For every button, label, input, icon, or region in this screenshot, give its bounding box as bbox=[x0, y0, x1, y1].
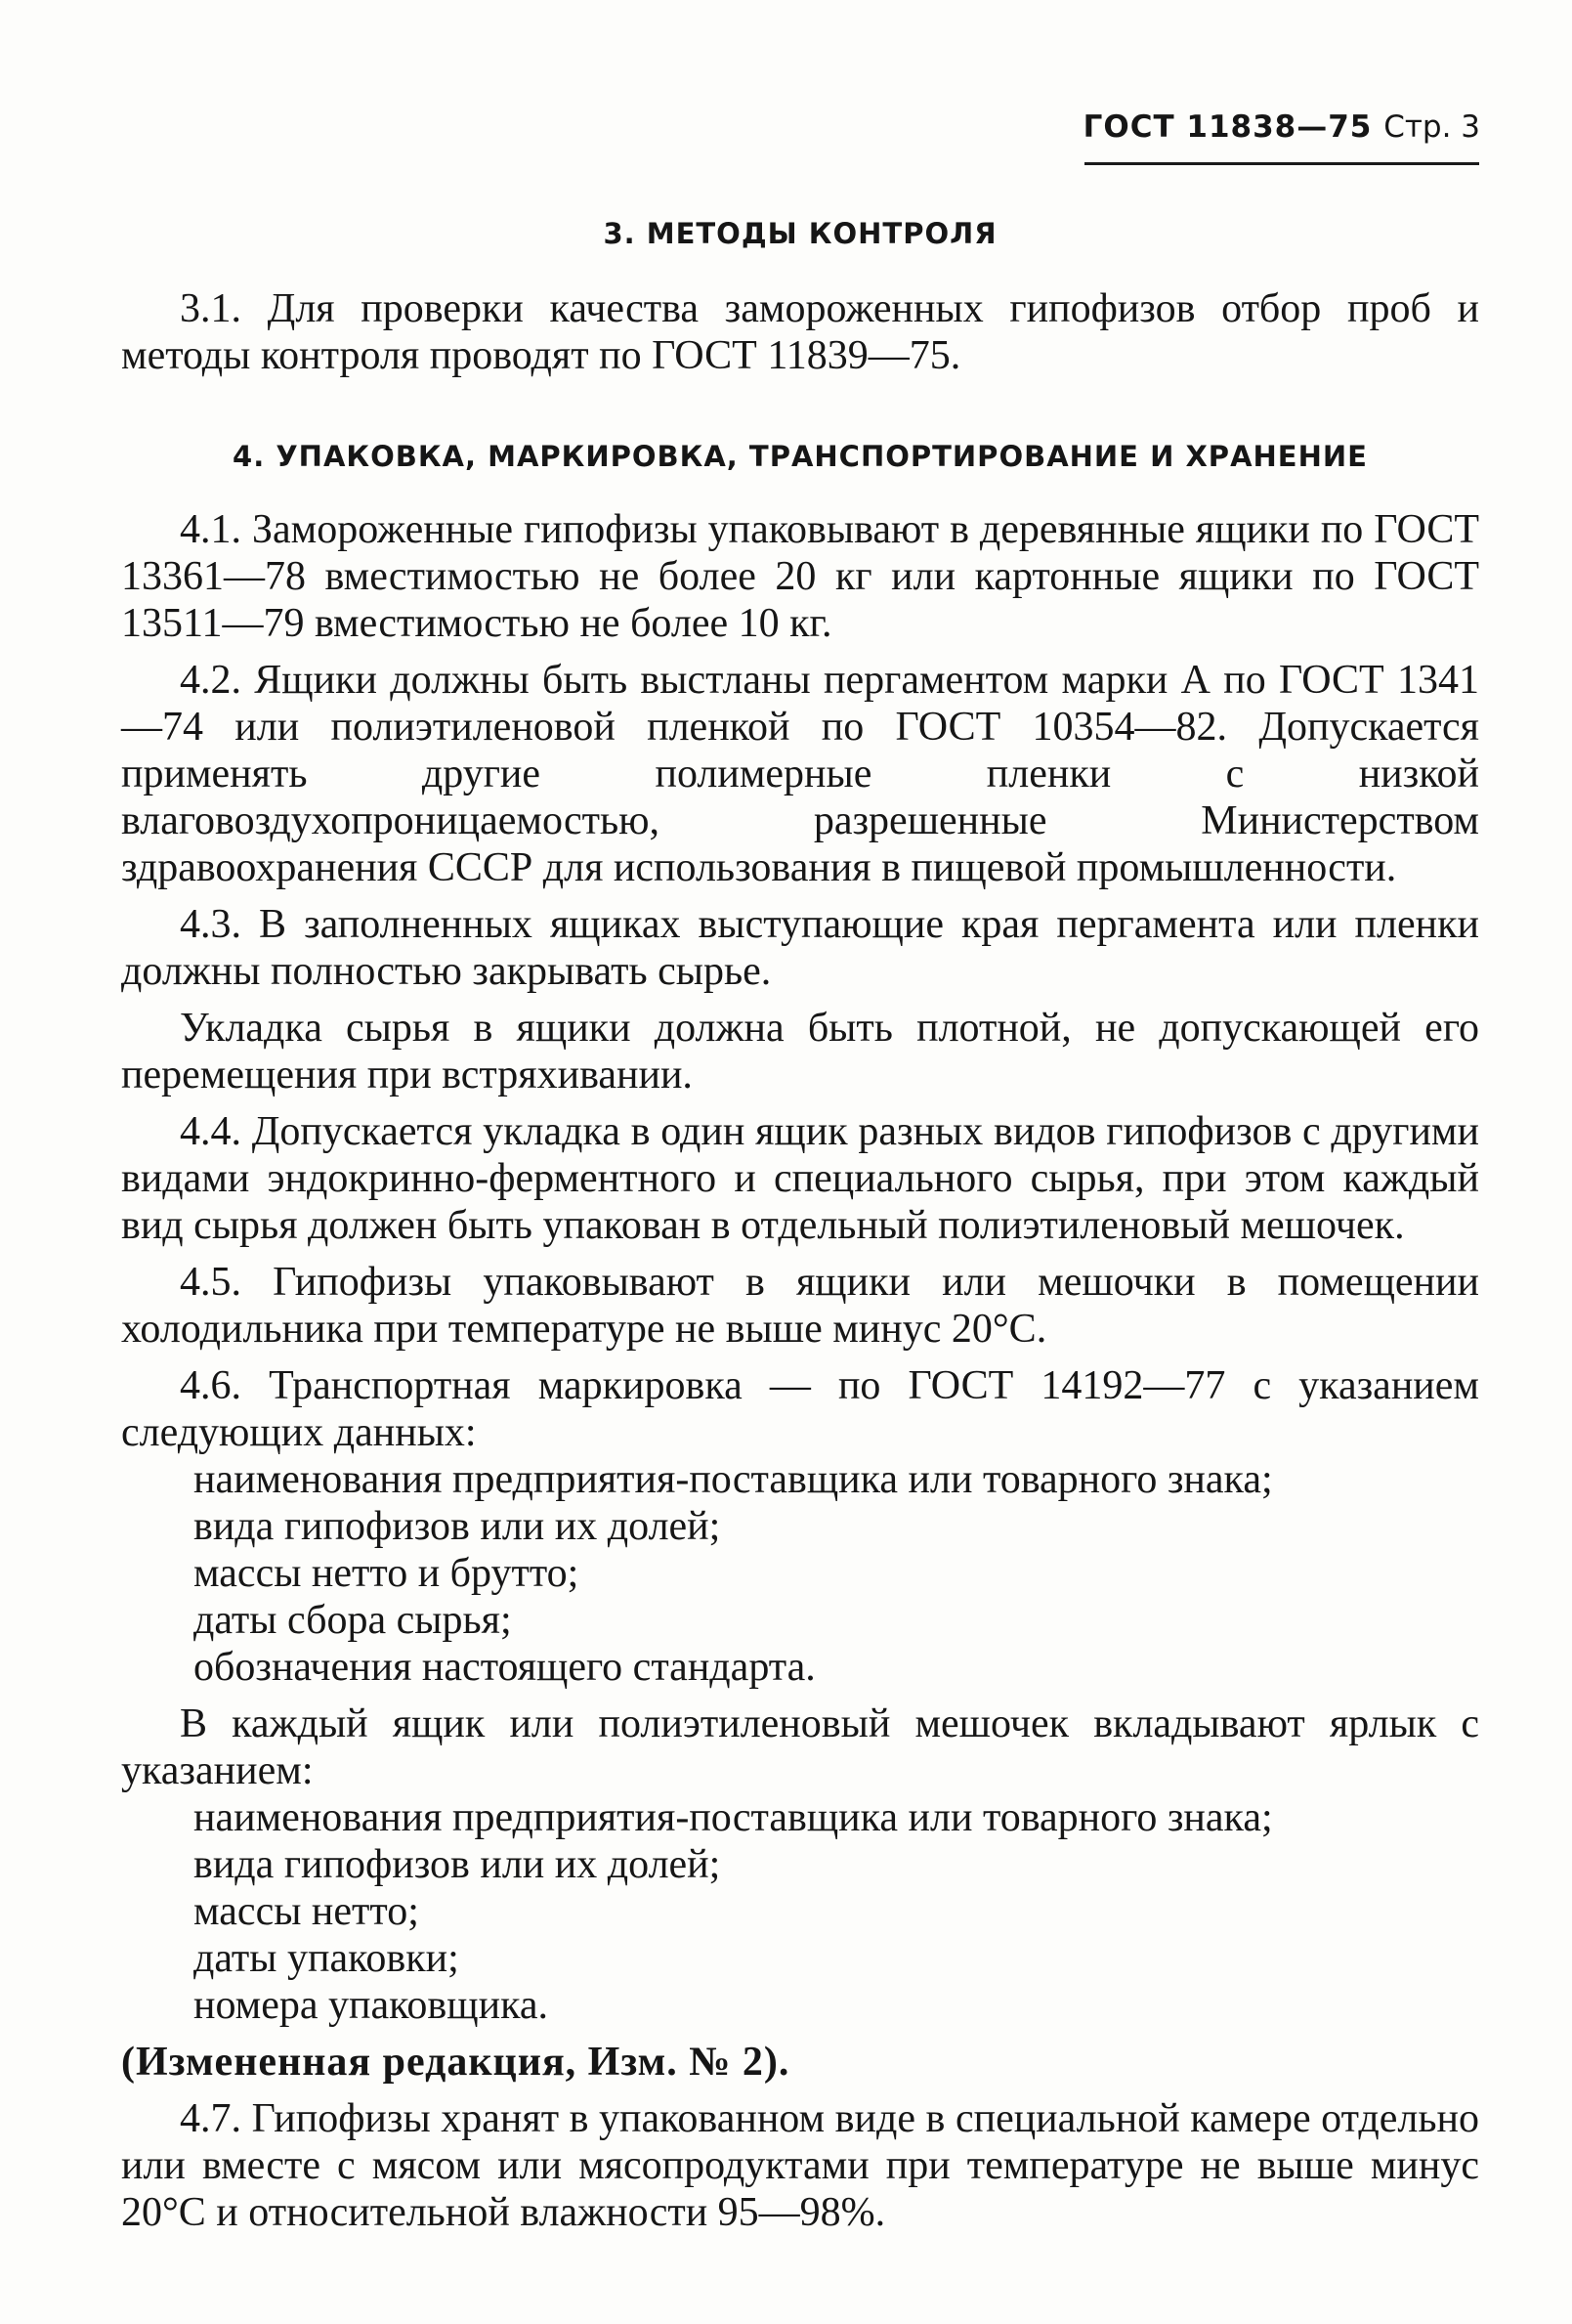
clause-4-3-continued: Укладка сырья в ящики должна быть плотной, не допускающей его перемещения при встряхивании. bbox=[121, 1006, 1479, 1097]
list-item: даты упаковки; bbox=[193, 1936, 459, 1981]
section-3-heading: 3. МЕТОДЫ КОНТРОЛЯ bbox=[603, 217, 998, 250]
list-item: массы нетто; bbox=[193, 1889, 419, 1934]
list-item: номера упаковщика. bbox=[193, 1983, 548, 2028]
list-item: даты сбора сырья; bbox=[193, 1598, 512, 1643]
amendment-note: (Измененная редакция, Изм. № 2). bbox=[121, 2040, 790, 2085]
clause-4-3: 4.3. В заполненных ящиках выступающие края пергамента или пленки должны полностью закрывать сырье. bbox=[121, 902, 1479, 994]
list-item: обозначения настоящего стандарта. bbox=[193, 1645, 816, 1690]
clause-4-1: 4.1. Замороженные гипофизы упаковывают в деревянные ящики по ГОСТ 13361—78 вместимостью не более 20 кг или картонные ящики по ГОСТ 13511—79 вместимостью не более 10 кг. bbox=[121, 507, 1479, 646]
clause-3-1: 3.1. Для проверки качества замороженных гипофизов отбор проб и методы контроля проводят по ГОСТ 11839—75. bbox=[121, 286, 1479, 378]
clause-4-4: 4.4. Допускается укладка в один ящик разных видов гипофизов с другими видами эндокринно-ферментного и специального сырья, при этом каждый вид сырья должен быть упакован в отдельный полиэтиленовый мешочек. bbox=[121, 1109, 1479, 1248]
section-4-heading: 4. УПАКОВКА, МАРКИРОВКА, ТРАНСПОРТИРОВАНИЕ И ХРАНЕНИЕ bbox=[233, 440, 1368, 473]
clause-4-5: 4.5. Гипофизы упаковывают в ящики или мешочки в помещении холодильника при температуре не выше минус 20°С. bbox=[121, 1260, 1479, 1352]
list-item: вида гипофизов или их долей; bbox=[193, 1504, 721, 1549]
clause-4-6: 4.6. Транспортная маркировка — по ГОСТ 14192—77 с указанием следующих данных: bbox=[121, 1363, 1479, 1455]
section-4-body bbox=[121, 506, 1479, 2236]
label-list bbox=[121, 1794, 1479, 2029]
list-item: наименования предприятия-поставщика или товарного знака; bbox=[193, 1457, 1273, 1502]
section-3-body bbox=[121, 285, 1479, 379]
header-rule bbox=[1084, 162, 1479, 165]
page-number: Стр. 3 bbox=[1383, 109, 1480, 145]
running-header bbox=[1083, 109, 1480, 145]
list-item: наименования предприятия-поставщика или товарного знака; bbox=[193, 1795, 1273, 1840]
clause-4-2: 4.2. Ящики должны быть выстланы пергаментом марки А по ГОСТ 1341—74 или полиэтиленовой пленкой по ГОСТ 10354—82. Допускается применять другие полимерные пленки с низкой влаговоздухопроницаемостью, разрешенные Министерством здравоохранения СССР для использования в пищевой промышленности. bbox=[121, 658, 1479, 890]
list-item: массы нетто и брутто; bbox=[193, 1551, 579, 1596]
list-item: вида гипофизов или их долей; bbox=[193, 1842, 721, 1887]
marking-list bbox=[121, 1456, 1479, 1691]
standard-number: ГОСТ 11838—75 bbox=[1083, 109, 1373, 145]
clause-4-7: 4.7. Гипофизы хранят в упакованном виде в специальной камере отдельно или вместе с мясом или мясопродуктами при температуре не выше минус 20°С и относительной влажности 95—98%. bbox=[121, 2096, 1479, 2235]
clause-4-6-label: В каждый ящик или полиэтиленовый мешочек вкладывают ярлык с указанием: bbox=[121, 1701, 1479, 1793]
